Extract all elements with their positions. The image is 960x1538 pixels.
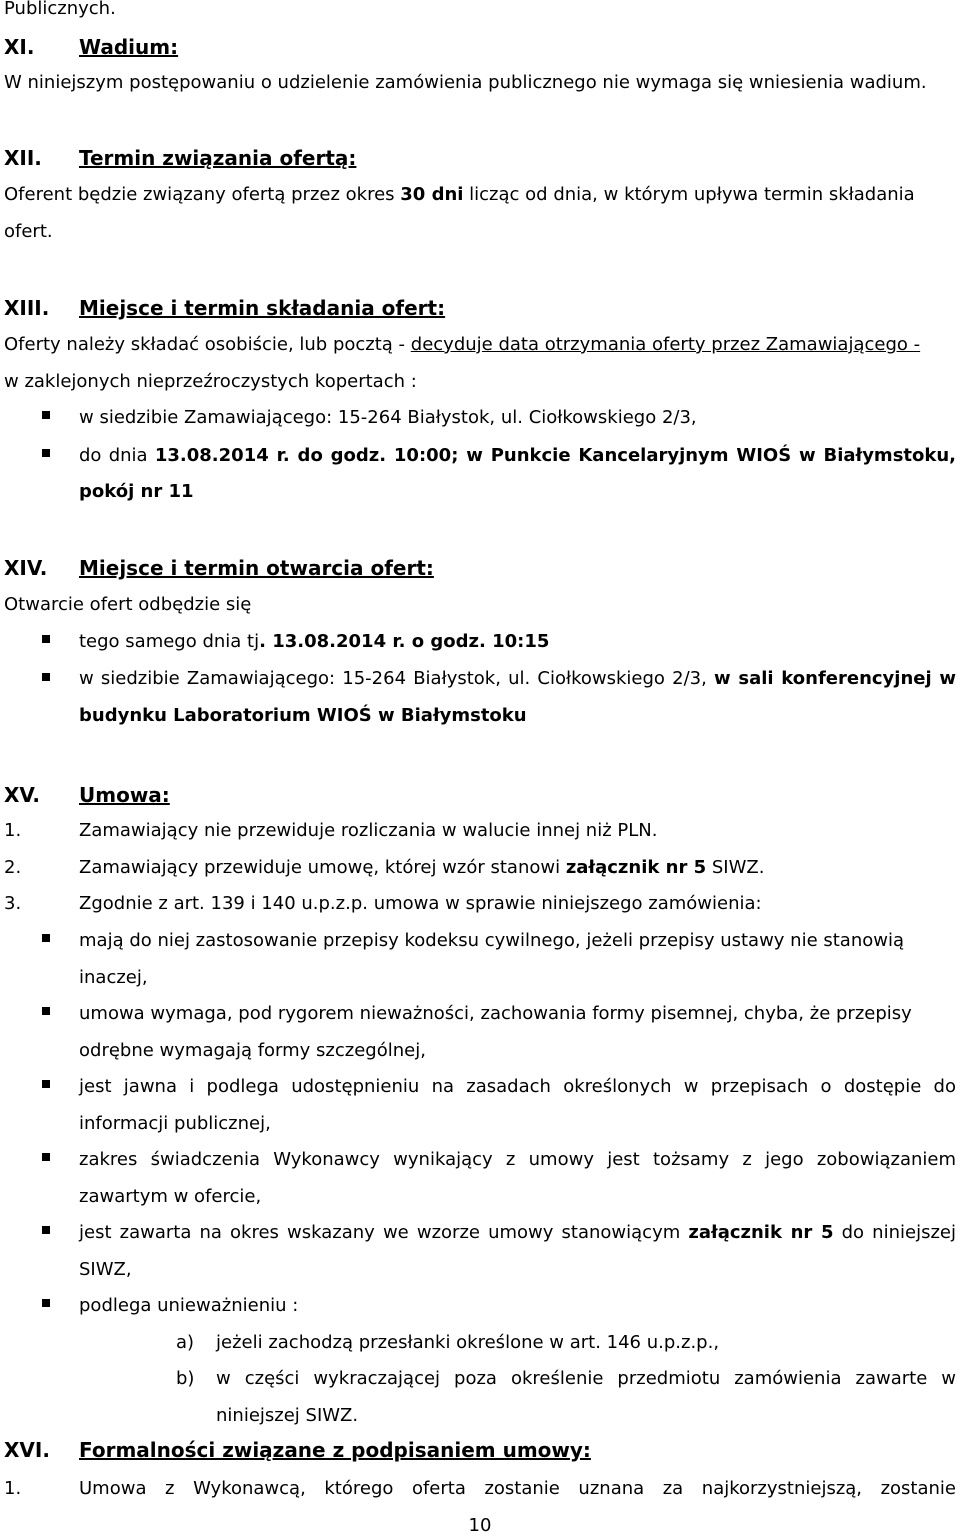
list-item-continued: informacji publicznej, <box>79 1113 271 1134</box>
section-number: XIV. <box>4 556 48 580</box>
list-item <box>79 630 549 654</box>
list-item <box>79 1221 956 1245</box>
section-title: Miejsce i termin otwarcia ofert: <box>79 556 434 580</box>
text-bold: załącznik nr 5 <box>688 1222 834 1243</box>
text-bold: załącznik nr 5 <box>565 857 707 878</box>
section-number: XII. <box>4 146 42 170</box>
bullet-icon <box>42 411 50 419</box>
continued-text: Publicznych. <box>4 0 116 19</box>
sublist-label: a) <box>176 1332 195 1353</box>
list-item-continued: budynku Laboratorium WIOŚ w Białymstoku <box>79 705 527 726</box>
section-number: XI. <box>4 35 35 59</box>
section-title: Formalności związane z podpisaniem umowy: <box>79 1438 591 1462</box>
section-title: Termin związania ofertą: <box>79 146 357 170</box>
text: tego samego dnia tj <box>79 631 260 652</box>
list-item-continued: SIWZ, <box>79 1259 132 1280</box>
page-number: 10 <box>468 1515 492 1536</box>
text: Zamawiający przewiduje umowę, której wzór stanowi <box>79 857 566 878</box>
bullet-icon <box>42 1007 50 1015</box>
section-title: Wadium: <box>79 35 179 59</box>
list-item: podlega unieważnieniu : <box>79 1295 299 1316</box>
list-item: Zgodnie z art. 139 i 140 u.p.z.p. umowa w sprawie niniejszego zamówienia: <box>79 893 762 914</box>
sublist-item: w części wykraczającej poza określenie przedmiotu zamówienia zawarte w <box>216 1368 956 1389</box>
sublist-item-continued: niniejszej SIWZ. <box>216 1405 359 1426</box>
list-item <box>79 856 764 880</box>
paragraph <box>4 333 920 357</box>
list-number: 2. <box>4 857 22 878</box>
text-bold: 13.08.2014 r. do godz. 10:00; w Punkcie Kancelaryjnym WIOŚ w Białymstoku, <box>154 445 956 466</box>
text: do dnia <box>79 445 155 466</box>
list-item <box>79 667 956 691</box>
list-item: umowa wymaga, pod rygorem nieważności, zachowania formy pisemnej, chyba, że przepisy <box>79 1003 912 1024</box>
bullet-icon <box>42 1080 50 1088</box>
section-number: XV. <box>4 783 40 807</box>
bullet-icon <box>42 1226 50 1234</box>
bullet-icon <box>42 673 50 681</box>
text: w siedzibie Zamawiającego: 15-264 Białystok, ul. Ciołkowskiego 2/3, <box>79 668 714 689</box>
list-item-continued: pokój nr 11 <box>79 481 194 502</box>
text: SIWZ. <box>706 857 765 878</box>
paragraph: w zaklejonych nieprzeźroczystych kopertach : <box>4 371 417 392</box>
list-number: 3. <box>4 893 22 914</box>
bullet-icon <box>42 449 50 457</box>
sublist-label: b) <box>176 1368 195 1389</box>
list-number: 1. <box>4 1478 22 1499</box>
paragraph: ofert. <box>4 221 53 242</box>
list-number: 1. <box>4 820 22 841</box>
list-item: Zamawiający nie przewiduje rozliczania w walucie innej niż PLN. <box>79 820 658 841</box>
paragraph: W niniejszym postępowaniu o udzielenie zamówienia publicznego nie wymaga się wniesienia wadium. <box>4 72 927 93</box>
section-number: XIII. <box>4 296 50 320</box>
bullet-icon <box>42 635 50 643</box>
paragraph <box>4 183 915 207</box>
text: Oferent będzie związany ofertą przez okres <box>4 184 401 205</box>
list-item: zakres świadczenia Wykonawcy wynikający z umowy jest tożsamy z jego zobowiązaniem <box>79 1149 956 1170</box>
sublist-item: jeżeli zachodzą przesłanki określone w art. 146 u.p.z.p., <box>216 1332 720 1353</box>
section-number: XVI. <box>4 1438 50 1462</box>
text-underlined: decyduje data otrzymania oferty przez Zamawiającego - <box>410 334 921 355</box>
text-bold: w sali konferencyjnej w <box>714 668 956 689</box>
list-item <box>79 444 956 468</box>
text: Oferty należy składać osobiście, lub pocztą - <box>4 334 411 355</box>
text: licząc od dnia, w którym upływa termin składania <box>463 184 915 205</box>
bullet-icon <box>42 1299 50 1307</box>
bullet-icon <box>42 934 50 942</box>
section-title: Umowa: <box>79 783 170 807</box>
bullet-icon <box>42 1153 50 1161</box>
text: jest zawarta na okres wskazany we wzorze umowy stanowiącym <box>79 1222 689 1243</box>
list-item-continued: odrębne wymagają formy szczególnej, <box>79 1040 426 1061</box>
list-item: jest jawna i podlega udostępnieniu na zasadach określonych w przepisach o dostępie do <box>79 1076 956 1097</box>
section-title: Miejsce i termin składania ofert: <box>79 296 446 320</box>
paragraph: Otwarcie ofert odbędzie się <box>4 594 252 615</box>
list-item: Umowa z Wykonawcą, którego oferta zostanie uznana za najkorzystniejszą, zostanie <box>79 1478 956 1499</box>
list-item-continued: zawartym w ofercie, <box>79 1186 262 1207</box>
list-item: mają do niej zastosowanie przepisy kodeksu cywilnego, jeżeli przepisy ustawy nie stanowią <box>79 930 905 951</box>
text: do niniejszej <box>833 1222 956 1243</box>
list-item-continued: inaczej, <box>79 967 148 988</box>
list-item: w siedzibie Zamawiającego: 15-264 Białystok, ul. Ciołkowskiego 2/3, <box>79 407 697 428</box>
text-bold: . 13.08.2014 r. o godz. 10:15 <box>259 631 550 652</box>
text-bold: 30 dni <box>400 184 464 205</box>
